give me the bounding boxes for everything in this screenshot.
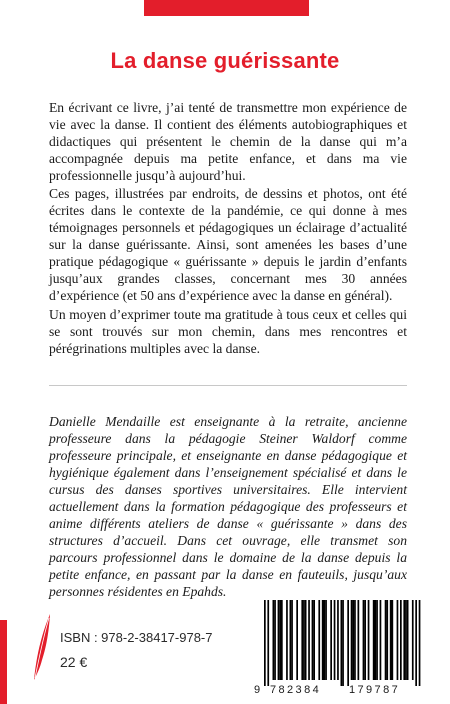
barcode-bar [281,600,283,680]
barcode-bar [412,600,414,680]
barcode-bar [303,600,305,680]
barcode-bar [419,600,421,686]
barcode-bar [325,600,327,680]
barcode-bar [376,600,378,680]
barcode-bar [313,600,315,680]
barcode-group-left: 782384 [270,684,322,696]
barcode-bar [290,600,292,680]
barcode-bar [407,600,409,680]
barcode-bar [296,600,298,680]
barcode-bar [274,600,276,680]
divider [49,385,407,386]
top-accent-bar [144,0,309,16]
barcode-bar [403,600,405,680]
barcode-bar [390,600,392,680]
barcode-bar [312,600,314,680]
barcode-bar [330,600,332,680]
barcode-bar [324,600,326,680]
barcode-bar [397,600,399,680]
barcode-bar [354,600,356,680]
barcode-bars [250,596,440,686]
barcode-bar [305,600,307,680]
barcode-bar [386,600,388,680]
barcode-lead-digit: 9 [254,684,261,696]
barcode-bar [341,600,343,686]
price-text: 22 € [60,654,88,670]
paragraph-intro: En écrivant ce livre, j’ai tenté de transmettre mon expérience de vie avec la danse. Il contient des éléments autobiographiques et didactiques qui présentent le chemin de la danse qui m’a accompagnée depuis ma petite enfance, et dans ma vie professionnelle jusqu’à aujourd’hui. [49,100,407,183]
barcode-bar [301,600,303,680]
barcode-bar [405,600,407,680]
barcode-bar [415,600,417,686]
barcode-bar [351,600,353,680]
barcode-bar [380,600,382,680]
paragraph-gratitude: Un moyen d’exprimer toute ma gratitude à tous ceux et celles qui se sont trouvés sur mon chemin, dans mes rencontres et pérégrinations multiples avec la danse. [49,307,407,356]
barcode-digits [250,684,430,698]
barcode-bar [318,600,320,680]
barcode-bar [279,600,281,680]
barcode-bar [342,600,344,686]
author-bio: Danielle Mendaille est enseignante à la retraite, ancienne professeure dans la pédagogie Steiner Waldorf comme professeure principale, et enseignante en danse pédagogique et hygiénique également dans l’enseignement spécialisé et dans le cursus des danses sportives universitaires. Elle intervient actuellement dans la formation pédagogique des professeurs et anime différents ateliers de danse « guérissante » dans des structures d’accueil. Dans cet ouvrage, elle transmet son parcours professionnel dans le domaine de la danse depuis la petite enfance, en passant par la danse en fauteuils, jusqu’aux personnes résidentes en Epahds. [49,414,407,599]
barcode-bar [273,600,275,680]
barcode-bar [347,600,349,686]
barcode-bar [334,600,336,680]
barcode-bar [373,600,375,680]
barcode-bar [400,600,402,680]
barcode-bar [291,600,293,680]
barcode [250,596,450,704]
barcode-bar [308,600,310,680]
barcode-bar [368,600,370,680]
isbn-text: ISBN : 978-2-38417-978-7 [60,630,213,645]
barcode-bar [322,600,324,680]
paragraph-context: Ces pages, illustrées par endroits, de dessins et photos, ont été écrites dans le contexte de la pandémie, ce qui donne à mes témoignages personnels et pédagogiques un éclairage d’actualité sur la danse guérissante. Ainsi, sont amenées les bases d’une pratique pédagogique « guérissante » depuis le jardin d’enfants jusqu’aux grandes classes, concernant mes 30 années d’expérience (et 50 ans d’expérience avec la danse en général). [49,186,407,303]
barcode-bar [352,600,354,680]
barcode-bar [337,600,339,680]
barcode-bar [385,600,387,680]
book-title: La danse guérissante [110,48,340,73]
barcode-bar [264,600,266,686]
barcode-group-right: 179787 [349,684,401,696]
barcode-bar [364,600,366,680]
barcode-bar [375,600,377,680]
barcode-bar [286,600,288,680]
barcode-bar [358,600,360,680]
barcode-bar [278,600,280,680]
barcode-bar [392,600,394,680]
barcode-bar [267,600,269,686]
barcode-bar [363,600,365,680]
feather-icon [30,612,52,682]
left-accent-bar [0,620,7,704]
